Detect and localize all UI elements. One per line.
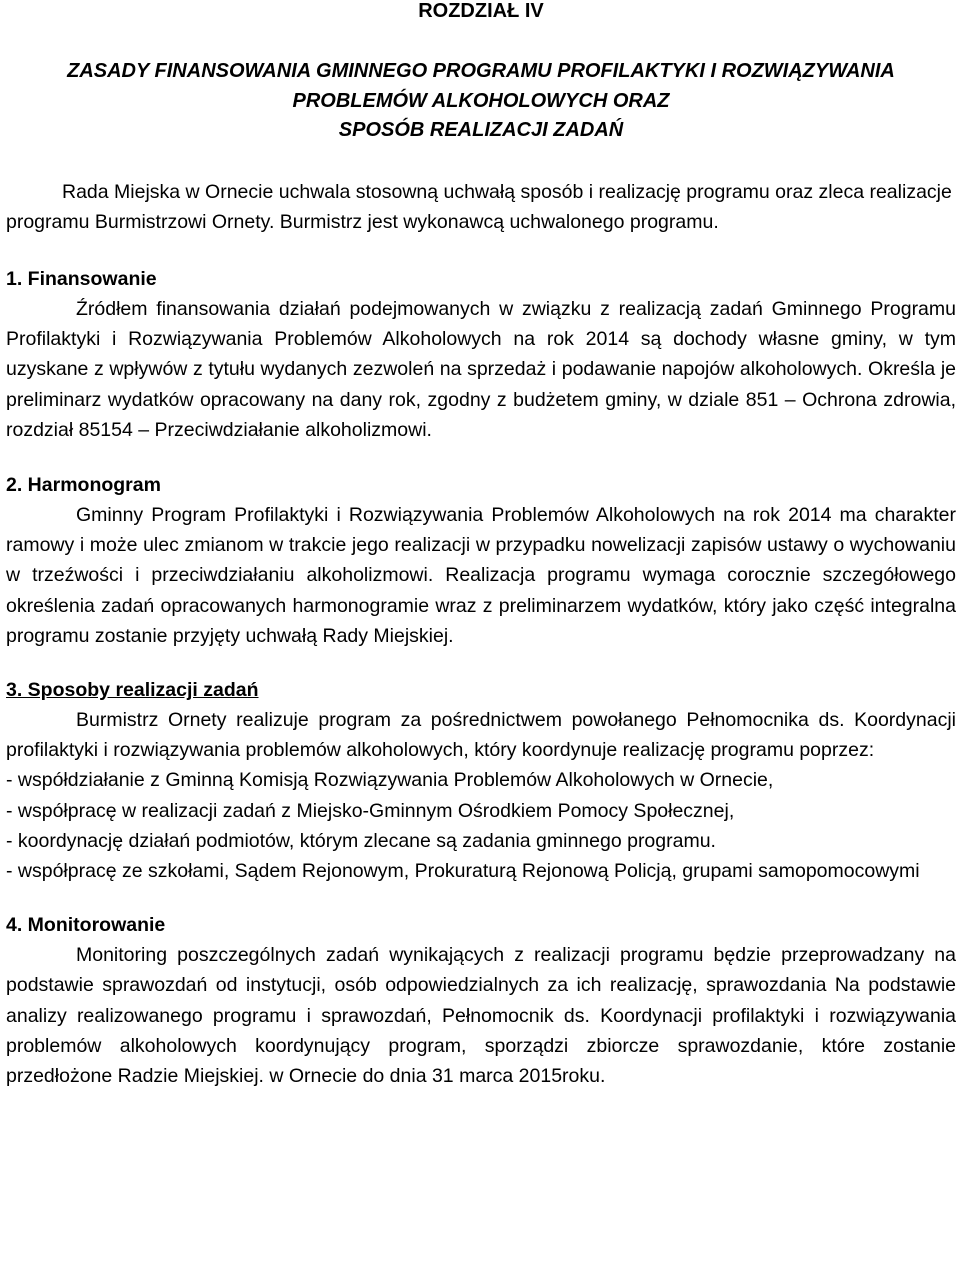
section-heading-schedule-text: 2. Harmonogram	[6, 473, 161, 496]
list-item: - koordynację działań podmiotów, którym zlecane są zadania gminnego programu.	[6, 829, 716, 852]
list-item: - współpracę ze szkołami, Sądem Rejonowym, Prokuraturą Rejonową Policją, grupami samopomocowymi	[6, 859, 920, 882]
document-page	[6, 0, 956, 1091]
section-heading-financing	[6, 264, 956, 294]
section-heading-monitoring-text: 4. Monitorowanie	[6, 914, 166, 937]
document-subtitle	[6, 57, 956, 146]
section-body-monitoring: Monitoring poszczególnych zadań wynikających z realizacji programu będzie przeprowadzany na podstawie sprawozdań od instytucji, osób odpowiedzialnych za ich realizację, sprawozdania Na podstawie analizy realizowanego programu i sprawozdań, Pełnomocnik ds. Koordynacji profilaktyki i rozwiązywania problemów alkoholowych koordynujący program, sporządzi zbiorcze sprawozdanie, które zostanie przedłożone Radzie Miejskiej. w Ornecie do dnia 31 marca 2015roku.	[6, 944, 956, 1087]
section-body-schedule: Gminny Program Profilaktyki i Rozwiązywania Problemów Alkoholowych na rok 2014 ma charakter ramowy i może ulec zmianom w trakcie jego realizacji w przypadku nowelizacji zapisów ustawy o wychowaniu w trzeźwości i przeciwdziałaniu alkoholizmowi. Realizacja programu wymaga corocznie szczegółowego określenia zadań opracowanych harmonogramie wraz z preliminarzem wydatków, który jako część integralna programu zostanie przyjęty uchwałą Rady Miejskiej.	[6, 503, 956, 647]
section-financing	[6, 264, 956, 445]
section-schedule	[6, 470, 956, 651]
section-body-financing: Źródłem finansowania działań podejmowanych w związku z realizacją zadań Gminnego Programu Profilaktyki i Rozwiązywania Problemów Alkoholowych na rok 2014 są dochody własne gminy, w tym uzyskane z wpływów z tytułu wydanych zezwoleń na sprzedaż i podawanie napojów alkoholowych. Określa je preliminarz wydatków opracowany na dany rok, zgodny z budżetem gminy, w dziale 851 – Ochrona zdrowia, rozdział 85154 – Przeciwdziałanie alkoholizmowi.	[6, 297, 956, 441]
section-heading-monitoring	[6, 910, 956, 940]
section-heading-implementation-text: 3. Sposoby realizacji zadań	[6, 678, 259, 701]
section-monitoring	[6, 910, 956, 1091]
section-body-implementation: Burmistrz Ornety realizuje program za pośrednictwem powołanego Pełnomocnika ds. Koordynacji profilaktyki i rozwiązywania problemów alkoholowych, który koordynuje realizację programu poprzez:	[6, 708, 956, 762]
section-heading-implementation	[6, 675, 956, 705]
list-item: - współdziałanie z Gminną Komisją Rozwiązywania Problemów Alkoholowych w Ornecie,	[6, 769, 774, 792]
intro-paragraph: Rada Miejska w Ornecie uchwala stosowną uchwałą sposób i realizację programu oraz zleca realizacje programu Burmistrzowi Ornety. Burmistrz jest wykonawcą uchwalonego programu.	[6, 180, 952, 233]
section-implementation	[6, 675, 956, 886]
chapter-title: ROZDZIAŁ IV	[418, 0, 544, 22]
section-heading-schedule	[6, 470, 956, 500]
subtitle-line-3: SPOSÓB REALIZACJI ZADAŃ	[338, 119, 624, 141]
list-item: - współpracę w realizacji zadań z Miejsko-Gminnym Ośrodkiem Pomocy Społecznej,	[6, 799, 735, 822]
subtitle-line-2: PROBLEMÓW ALKOHOLOWYCH ORAZ	[292, 89, 670, 112]
subtitle-line-1: ZASADY FINANSOWANIA GMINNEGO PROGRAMU PROFILAKTYKI I ROZWIĄZYWANIA	[67, 60, 895, 82]
section-heading-financing-text: 1. Finansowanie	[6, 267, 157, 290]
